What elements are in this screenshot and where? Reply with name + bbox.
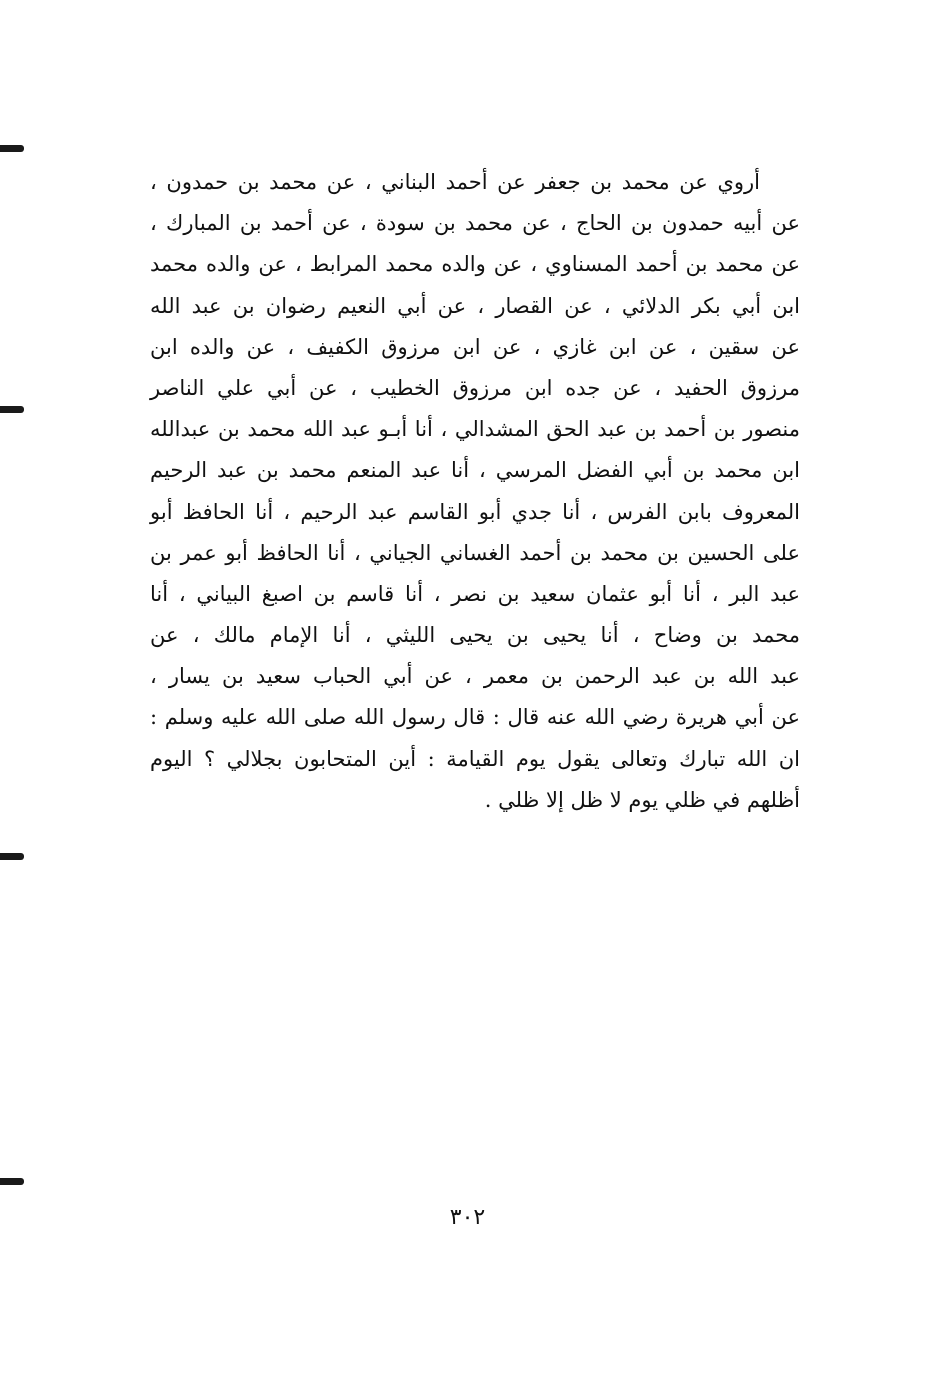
page-number: ٣٠٢ <box>449 1205 486 1230</box>
text-line: المعروف بابن الفرس ، أنا جدي أبو القاسم عبد الرحيم ، أنا الحافظ أبو <box>150 499 800 524</box>
body-text <box>150 162 800 821</box>
text-line: عن سقين ، عن ابن غازي ، عن ابن مرزوق الكفيف ، عن والده ابن <box>150 334 800 359</box>
text-line: عن أبي هريرة رضي الله عنه قال : قال رسول الله صلى الله عليه وسلم : <box>150 705 800 730</box>
text-line: عبد البر ، أنا أبو عثمان سعيد بن نصر ، أنا قاسم بن اصبغ البياني ، أنا <box>150 581 800 606</box>
text-line: ابن محمد بن أبي الفضل المرسي ، أنا عبد المنعم محمد بن عبد الرحيم <box>150 458 800 483</box>
text-line: على الحسين بن محمد بن أحمد الغساني الجياني ، أنا الحافظ أبو عمر بن <box>150 540 800 565</box>
binding-mark <box>0 853 24 860</box>
text-line: منصور بن أحمد بن عبد الحق المشدالي ، أنا أبـو عبد الله محمد بن عبدالله <box>150 417 800 442</box>
binding-mark <box>0 406 24 413</box>
text-line: أظلهم في ظلي يوم لا ظل إلا ظلي . <box>484 787 800 812</box>
binding-mark <box>0 1178 24 1185</box>
text-line: عبد الله بن عبد الرحمن بن معمر ، عن أبي الحباب سعيد بن يسار ، <box>150 664 800 689</box>
text-line: ان الله تبارك وتعالى يقول يوم القيامة : أين المتحابون بجلالي ؟ اليوم <box>150 746 800 771</box>
binding-mark <box>0 145 24 152</box>
text-line: ابن أبي بكر الدلائي ، عن القصار ، عن أبي النعيم رضوان بن عبد الله <box>150 293 800 318</box>
text-line: عن محمد بن أحمد المسناوي ، عن والده محمد المرابط ، عن والده محمد <box>150 252 800 277</box>
text-line: محمد بن وضاح ، أنا يحيى بن يحيى الليثي ، أنا الإمام مالك ، عن <box>150 623 800 648</box>
text-line: أروي عن محمد بن جعفر عن أحمد البناني ، عن محمد بن حمدون ، <box>150 170 760 194</box>
text-line: مرزوق الحفيد ، عن جده ابن مرزوق الخطيب ، عن أبي علي الناصر <box>150 375 800 400</box>
text-line: عن أبيه حمدون بن الحاج ، عن محمد بن سودة ، عن أحمد بن المبارك ، <box>150 211 800 236</box>
